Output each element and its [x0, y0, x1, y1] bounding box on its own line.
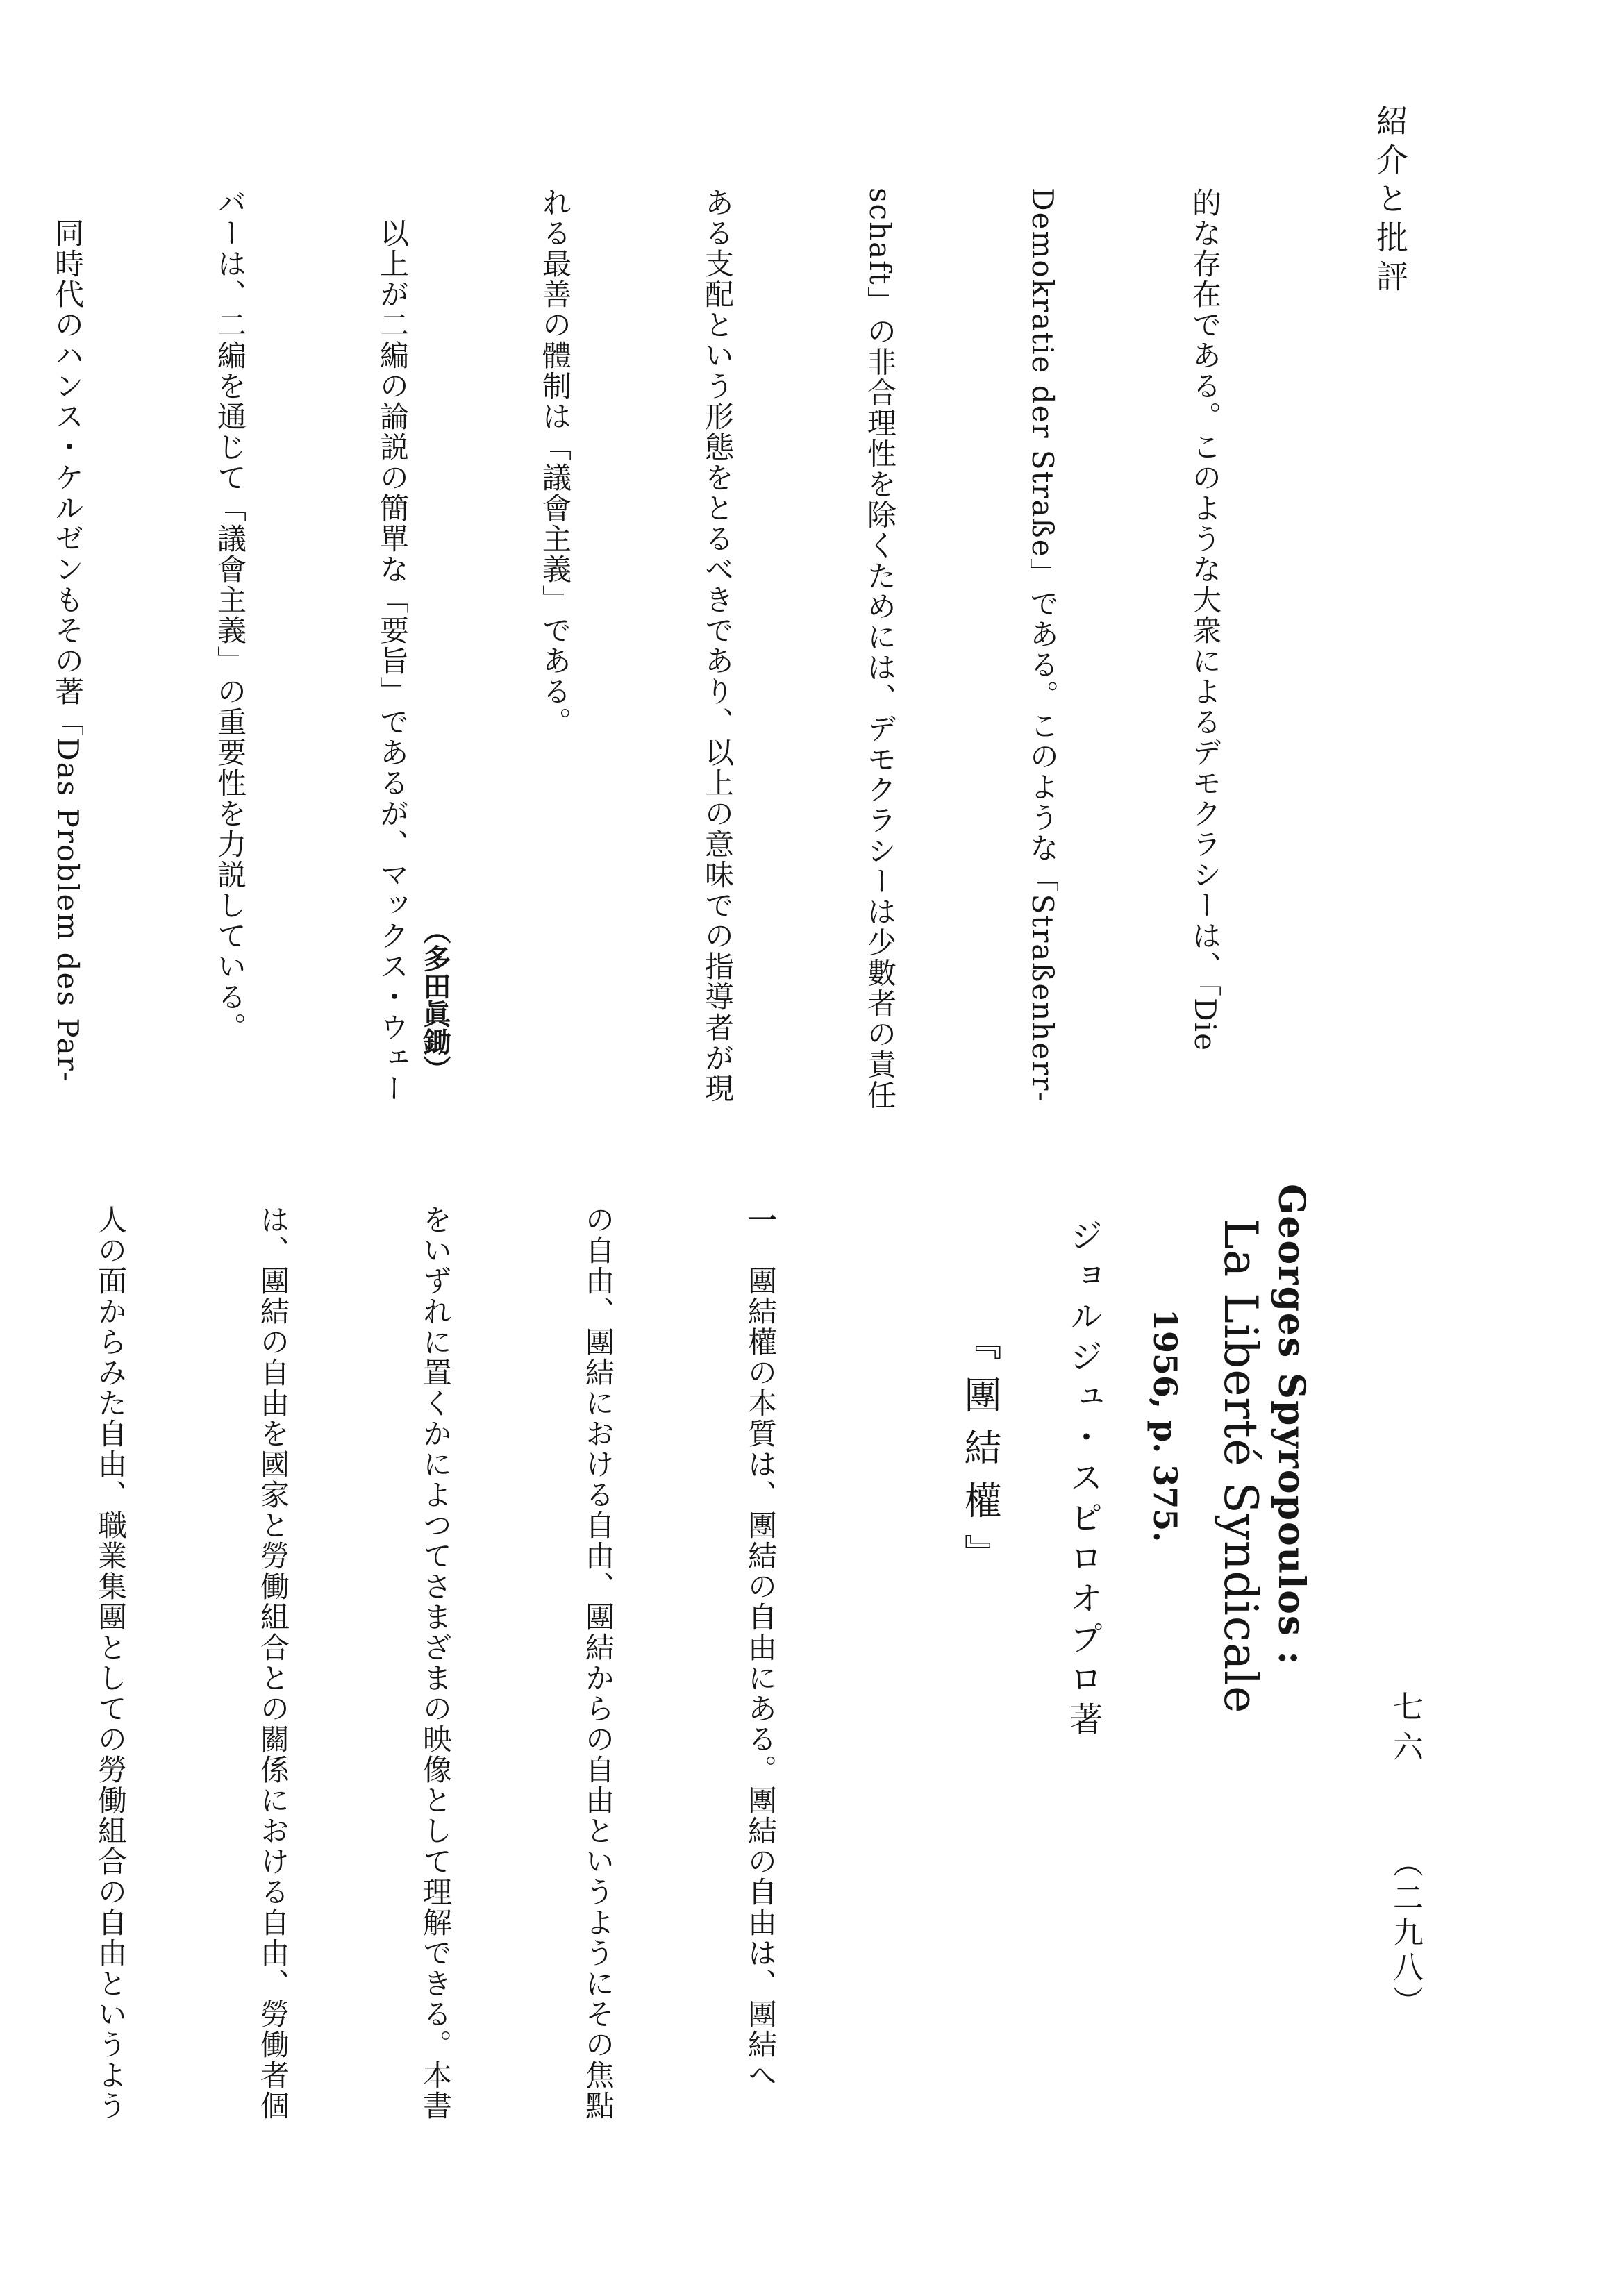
book-title: La Liberté Syndicale: [1214, 1218, 1267, 1714]
book-japanese-title: 『團結權』: [958, 1323, 1002, 1586]
book-publication: 1956, p. 375.: [1146, 1309, 1184, 1543]
section-number: 一: [744, 1205, 778, 1235]
text-line-with-section: [733, 1205, 787, 2131]
text-line: 同時代のハンス・ケルゼンもその著「Das Problem des Par-: [51, 187, 85, 1083]
text-line: 的な存在である。このような大衆によるデモクラシーは、「Die: [1188, 187, 1222, 1052]
reviewer-signature: （多田眞鋤）: [419, 916, 451, 1083]
text-line: Demokratie der Straße」である。このような「Straßenherr-: [1026, 187, 1060, 1103]
review-bottom-body: [94, 1205, 896, 2131]
text-line: バーは、二編を通じて「議會主義」の重要性を力説している。: [213, 187, 247, 1043]
text-line: 人の面からみた自由、職業集團としての勞働組合の自由というよう: [94, 1205, 128, 2121]
text-line: 以上が二編の論説の簡單な「要旨」であるが、マックス・ウェー: [376, 187, 410, 1104]
text-line: れる最善の體制は「議會主義」である。: [538, 187, 572, 737]
text-line: schaft」の非合理性を除くためには、デモクラシーは少數者の責任: [863, 187, 897, 1111]
text-line: の自由、團結における自由、團結からの自由というようにその焦點: [581, 1205, 615, 2121]
text-line: は、團結の自由を國家と勞働組合との關係における自由、勞働者個: [256, 1205, 290, 2121]
book-author: Georges Spyropoulos :: [1270, 1184, 1312, 1666]
running-header: 紹介と批評: [1371, 104, 1409, 299]
text-line: 團結權の本質は、團結の自由にある。團結の自由は、團結へ: [744, 1235, 778, 2090]
text-line: ある支配という形態をとるべきであり、以上の意味での指導者が現: [701, 187, 735, 1104]
book-byline: ジョルジュ・スピロオプロ著: [1064, 1218, 1103, 1742]
page-number-parenthetical: （二九八）: [1387, 1847, 1423, 2020]
text-line: をいずれに置くかによつてさまざまの映像として理解できる。本書: [419, 1205, 453, 2121]
page-number: 七六: [1387, 1691, 1423, 1771]
